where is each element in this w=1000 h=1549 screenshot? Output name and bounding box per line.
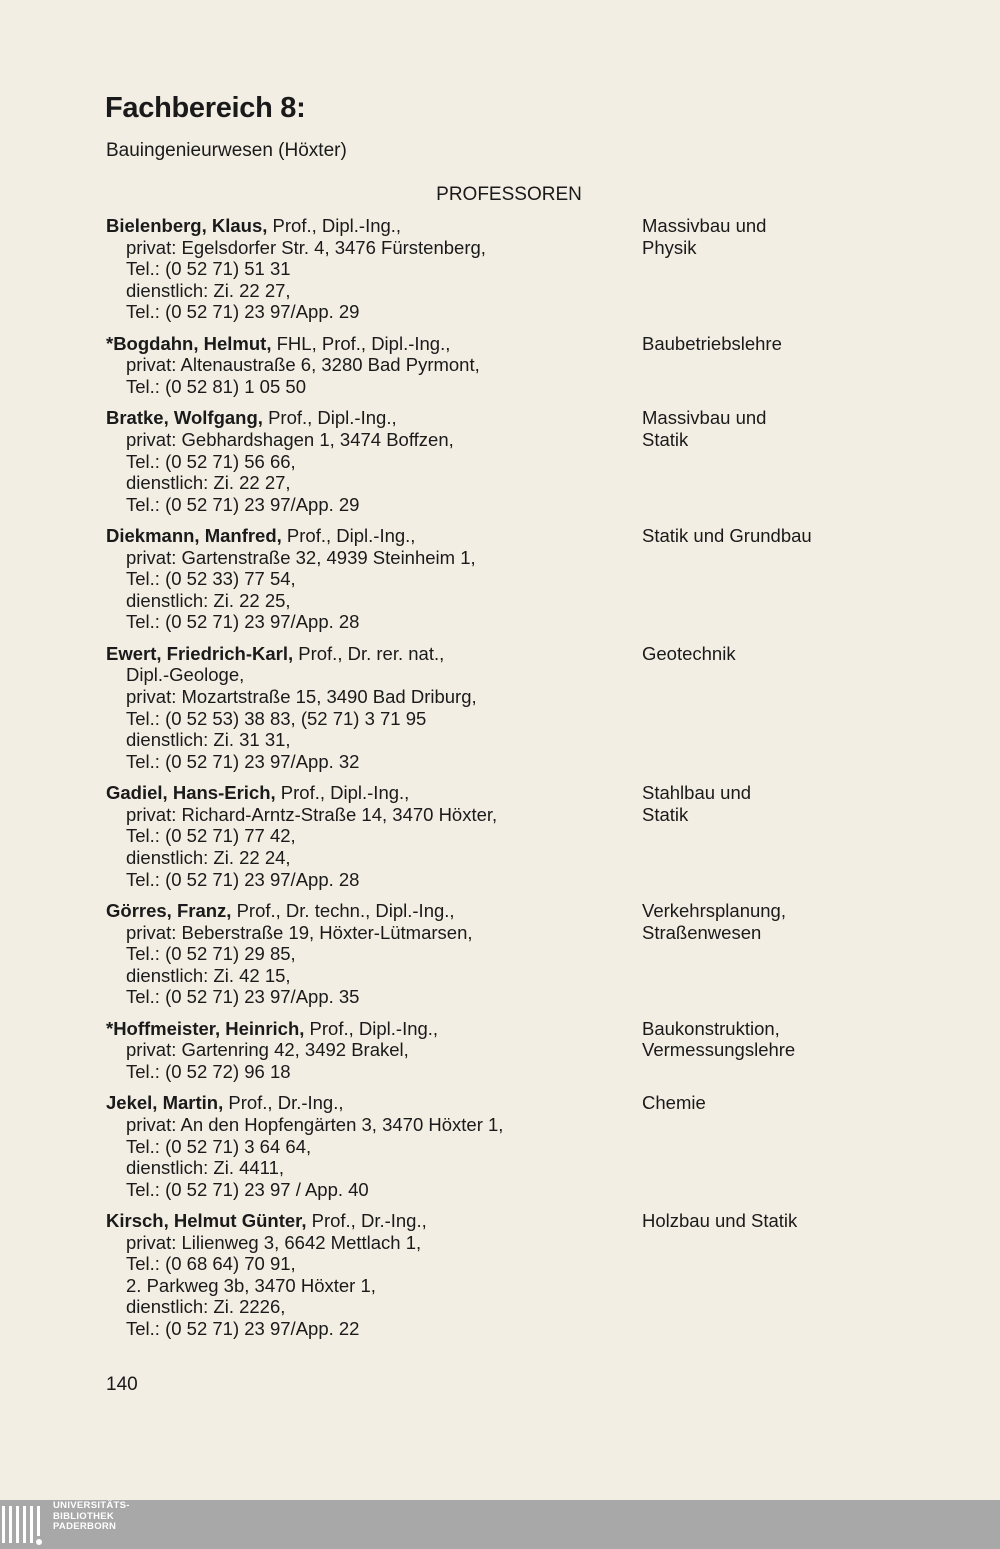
subject-line: Stahlbau und [642,782,752,804]
subject-line: Straßenwesen [642,921,762,943]
contact-line: dienstlich: Zi. 22 24, [126,847,291,869]
contact-line: Dipl.-Geologe, [126,664,245,686]
subject-line: Statik [642,428,689,450]
subject-line: Massivbau und [642,215,767,236]
professor-name: Diekmann, Manfred, [106,525,282,547]
contact-line: dienstlich: Zi. 22 25, [126,589,291,611]
professor-entry [106,215,866,323]
contact-line: Tel.: (0 52 71) 3 64 64, [126,1135,312,1157]
subject-area [642,215,882,258]
contact-line: Tel.: (0 52 71) 23 97/App. 28 [126,611,360,633]
professor-name: Bratke, Wolfgang, [106,407,263,429]
subject-line: Statik und Grundbau [642,525,812,547]
subject-line: Massivbau und [642,407,767,429]
library-name-line: PADERBORN [53,1521,117,1532]
subject-line: Holzbau und Statik [642,1210,798,1232]
professor-entry [106,407,866,515]
professor-heading-line [106,1210,626,1232]
subject-area [642,407,882,450]
professor-entry [106,1092,866,1200]
professor-title: Prof., Dr. rer. nat., [293,642,445,664]
professor-details [106,333,626,398]
professor-entry [106,525,866,633]
library-name-line: UNIVERSITÄTS- [53,1500,130,1511]
contact-line: Tel.: (0 52 71) 23 97/App. 35 [126,986,360,1008]
professor-heading-line [106,215,626,237]
contact-line: privat: Lilienweg 3, 6642 Mettlach 1, [126,1231,422,1253]
subject-line: Statik [642,803,689,825]
contact-line: Tel.: (0 52 71) 51 31 [126,258,291,280]
contact-line: privat: Gebhardshagen 1, 3474 Boffzen, [126,428,454,450]
library-name-line: BIBLIOTHEK [53,1510,115,1522]
professor-name: Ewert, Friedrich-Karl, [106,642,294,664]
contact-line: privat: Richard-Arntz-Straße 14, 3470 Höxter, [126,803,498,825]
library-barcode-logo-icon [0,1500,46,1549]
library-footer [0,1500,1000,1549]
professor-heading-line [106,1092,626,1114]
professor-title: Prof., Dipl.-Ing., [275,782,410,804]
professor-details [106,1092,626,1200]
subject-area [642,1018,882,1061]
page-title: Fachbereich 8: [105,92,306,124]
subject-area [642,525,882,547]
contact-line: dienstlich: Zi. 2226, [126,1296,286,1318]
professor-title: Prof., Dr. techn., Dipl.-Ing., [231,900,455,921]
contact-line: privat: Altenaustraße 6, 3280 Bad Pyrmont, [126,354,480,376]
professor-name: *Bogdahn, Helmut, [106,332,272,354]
subject-line: Geotechnik [642,642,736,664]
professor-entry [106,900,866,1008]
professor-heading-line [106,643,626,665]
contact-line: Tel.: (0 52 71) 23 97 / App. 40 [126,1178,369,1200]
professor-title: Prof., Dipl.-Ing., [262,407,397,429]
subject-area [642,782,882,825]
subject-area [642,1210,882,1232]
professor-entry [106,782,866,890]
professor-heading-line [106,525,626,547]
subject-line: Verkehrsplanung, [642,900,786,921]
contact-line: Tel.: (0 52 71) 23 97/App. 29 [126,301,360,323]
professor-entry [106,643,866,773]
professor-details [106,215,626,323]
professor-title: Prof., Dr.-Ing., [223,1092,344,1114]
contact-line: dienstlich: Zi. 42 15, [126,964,291,986]
professor-title: Prof., Dr.-Ing., [306,1210,427,1232]
professor-title: Prof., Dipl.-Ing., [281,525,416,547]
professor-details [106,900,626,1008]
professor-list [106,215,866,1349]
professor-heading-line [106,782,626,804]
subject-line: Physik [642,236,697,258]
contact-line: privat: Gartenring 42, 3492 Brakel, [126,1039,409,1061]
professor-name: Jekel, Martin, [106,1092,224,1114]
professor-details [106,643,626,773]
professor-entry [106,1018,866,1083]
professor-name: *Hoffmeister, Heinrich, [106,1017,305,1039]
contact-line: privat: An den Hopfengärten 3, 3470 Höxter 1, [126,1113,504,1135]
contact-line: dienstlich: Zi. 22 27, [126,472,291,494]
contact-line: privat: Gartenstraße 32, 4939 Steinheim 1, [126,546,476,568]
professor-title: Prof., Dipl.-Ing., [267,215,402,236]
subject-area [642,900,882,943]
professor-name: Bielenberg, Klaus, [106,215,268,236]
contact-line: privat: Mozartstraße 15, 3490 Bad Driburg, [126,686,477,708]
contact-line: dienstlich: Zi. 4411, [126,1157,285,1179]
subject-line: Baubetriebslehre [642,332,782,354]
professor-heading-line [106,333,626,355]
professor-details [106,407,626,515]
page-number: 140 [106,1374,138,1395]
contact-line: Tel.: (0 52 71) 23 97/App. 32 [126,750,360,772]
professor-heading-line [106,1018,626,1040]
contact-line: privat: Beberstraße 19, Höxter-Lütmarsen, [126,921,473,943]
contact-line: Tel.: (0 52 33) 77 54, [126,568,296,590]
contact-line: Tel.: (0 52 71) 77 42, [126,825,296,847]
contact-line: Tel.: (0 52 71) 56 66, [126,450,296,472]
contact-line: Tel.: (0 52 71) 23 97/App. 29 [126,493,360,515]
library-name [53,1501,130,1533]
professor-name: Kirsch, Helmut Günter, [106,1210,307,1232]
subject-area [642,1092,882,1114]
contact-line: dienstlich: Zi. 31 31, [126,729,291,751]
subject-area [642,333,882,355]
subject-line: Baukonstruktion, [642,1017,780,1039]
contact-line: Tel.: (0 52 53) 38 83, (52 71) 3 71 95 [126,707,427,729]
contact-line: Tel.: (0 52 71) 23 97/App. 28 [126,868,360,890]
contact-line: privat: Egelsdorfer Str. 4, 3476 Fürstenberg, [126,236,486,258]
professor-title: Prof., Dipl.-Ing., [304,1017,439,1039]
professor-details [106,1018,626,1083]
professor-name: Gadiel, Hans-Erich, [106,782,276,804]
contact-line: Tel.: (0 52 71) 29 85, [126,943,296,965]
professor-title: FHL, Prof., Dipl.-Ing., [271,332,451,354]
contact-line: dienstlich: Zi. 22 27, [126,279,291,301]
professor-details [106,1210,626,1340]
contact-line: Tel.: (0 68 64) 70 91, [126,1253,296,1275]
professor-entry [106,333,866,398]
professor-heading-line [106,407,626,429]
subject-area [642,643,882,665]
section-heading: PROFESSOREN [436,184,582,205]
professor-details [106,525,626,633]
contact-line: Tel.: (0 52 81) 1 05 50 [126,375,306,397]
contact-line: Tel.: (0 52 72) 96 18 [126,1060,291,1082]
professor-name: Görres, Franz, [106,900,232,921]
professor-entry [106,1210,866,1340]
page-subtitle: Bauingenieurwesen (Höxter) [106,140,347,161]
professor-details [106,782,626,890]
contact-line: 2. Parkweg 3b, 3470 Höxter 1, [126,1274,376,1296]
professor-heading-line [106,900,626,922]
subject-line: Chemie [642,1092,706,1114]
contact-line: Tel.: (0 52 71) 23 97/App. 22 [126,1318,360,1340]
subject-line: Vermessungslehre [642,1039,796,1061]
